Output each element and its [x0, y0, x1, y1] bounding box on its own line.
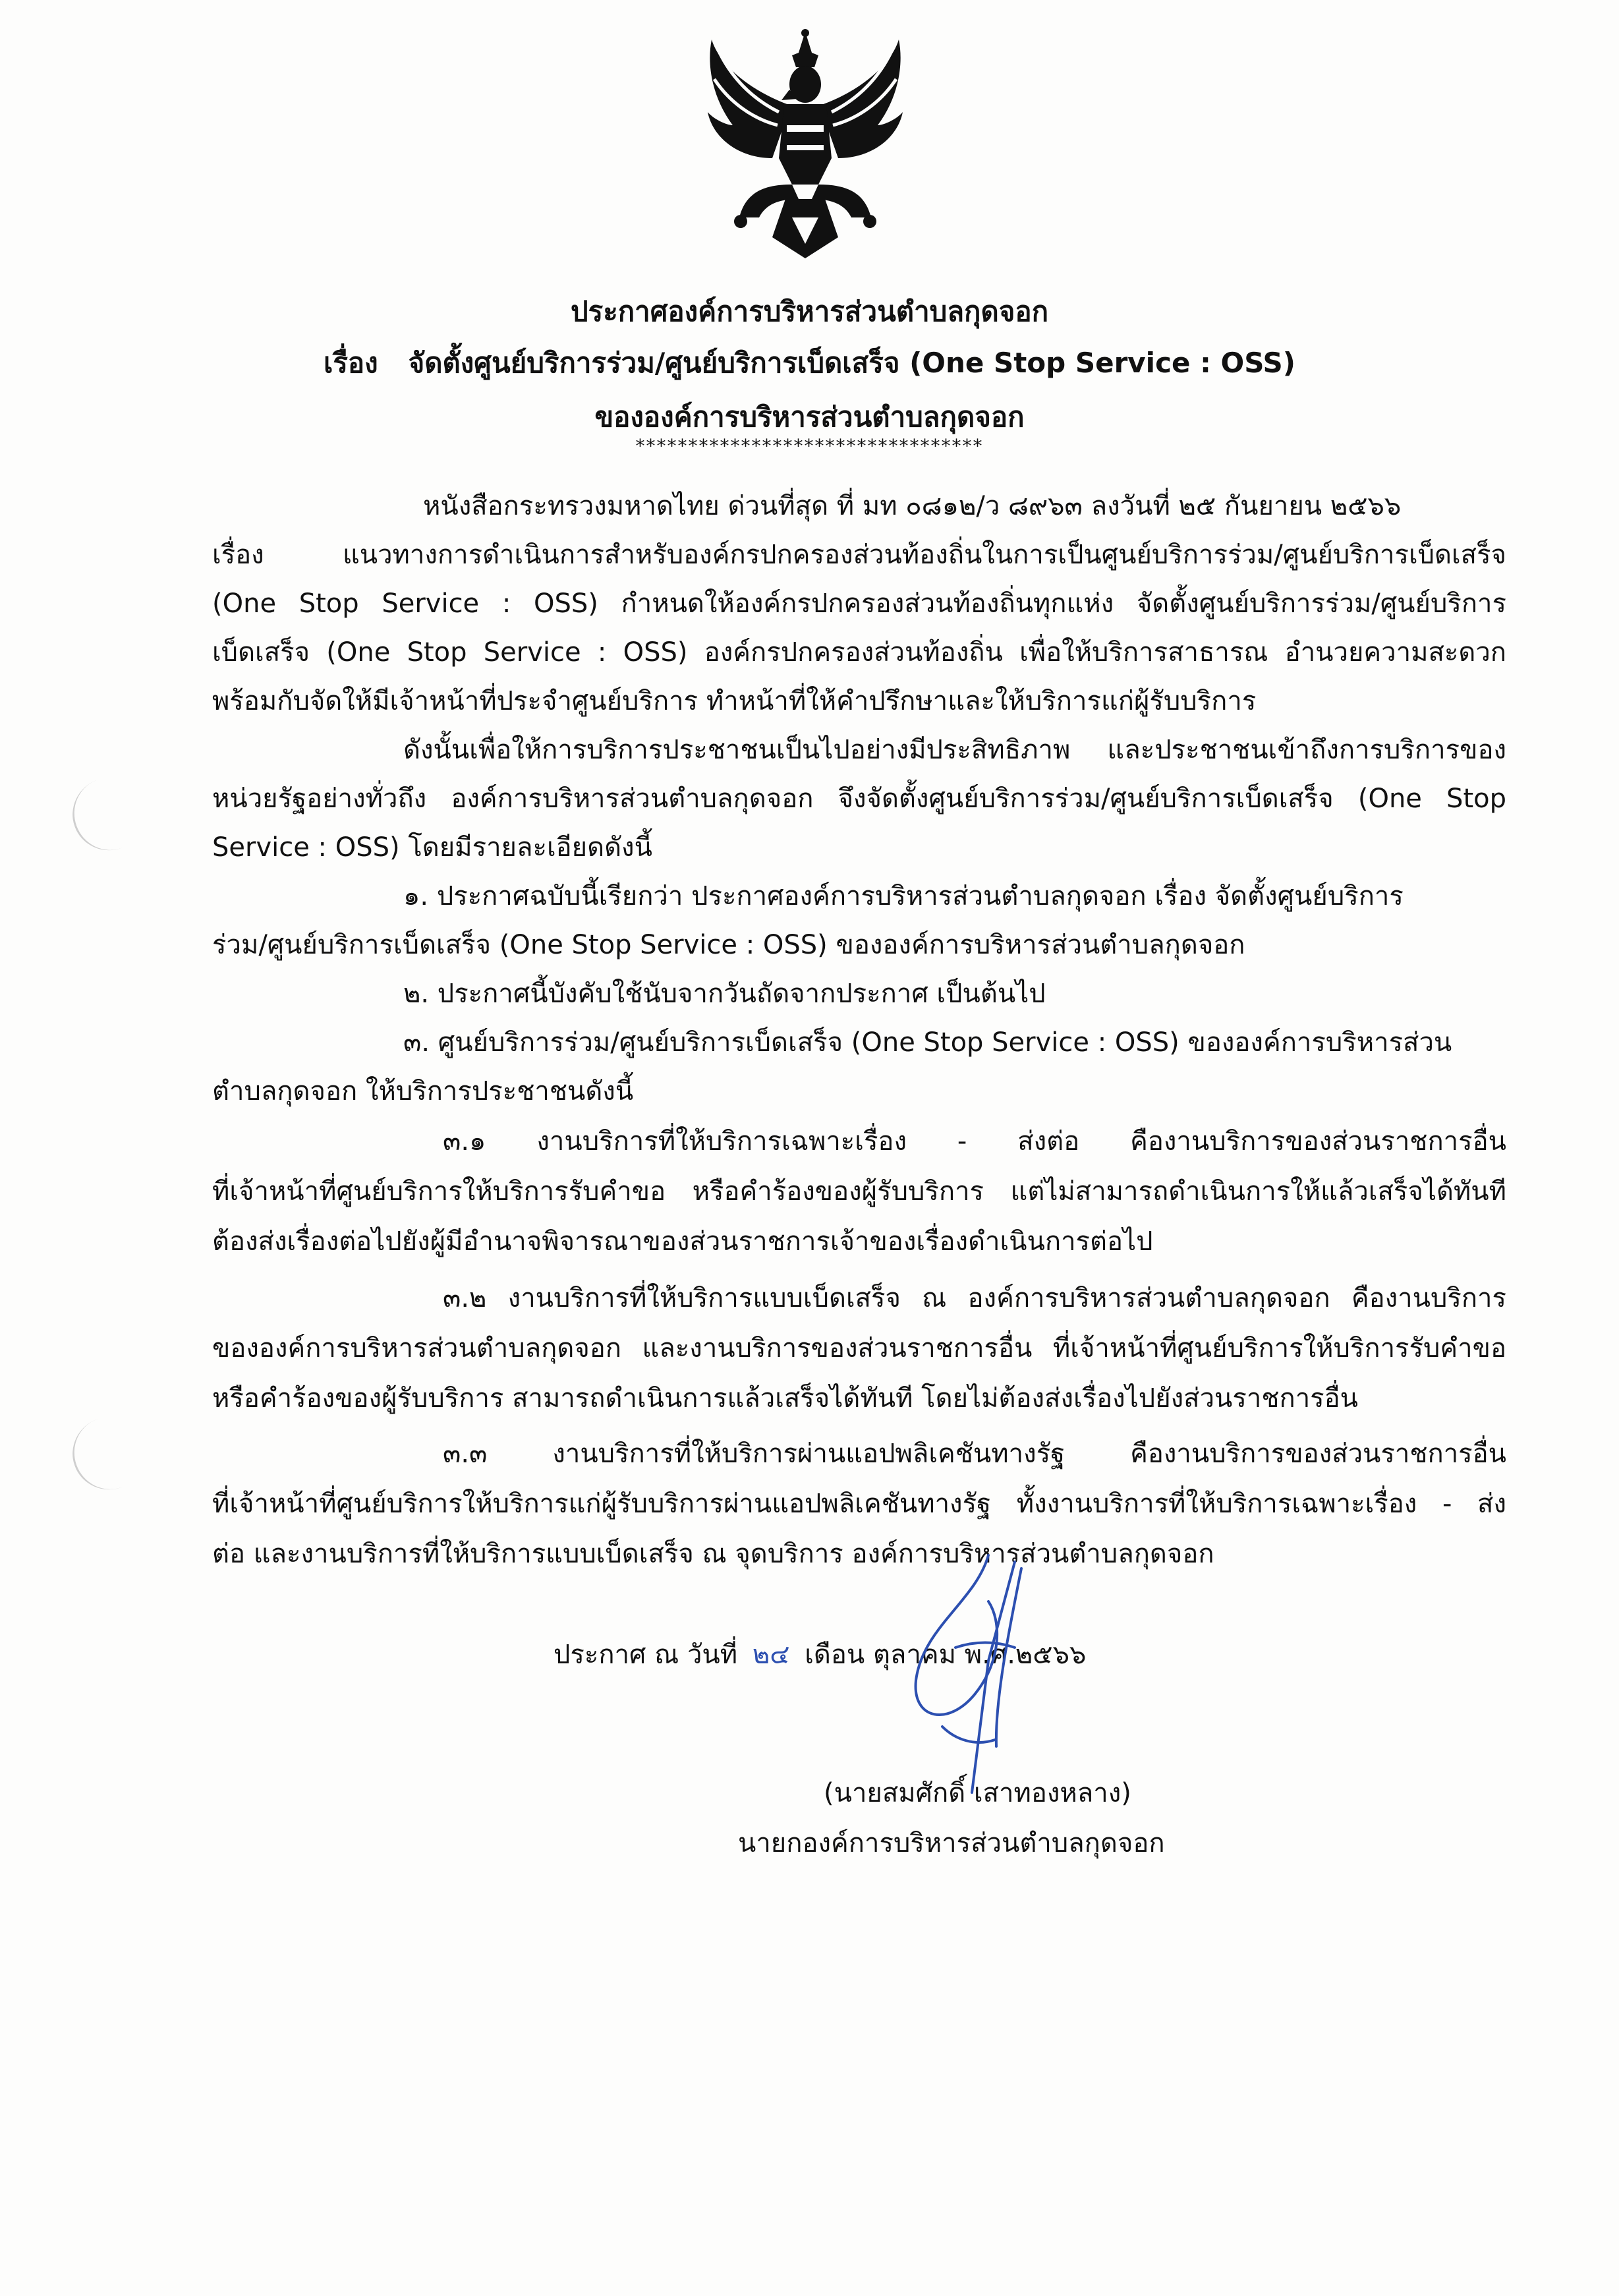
item-3-1-line: ที่เจ้าหน้าที่ศูนย์บริการให้บริการรับคำขอ หรือคำร้องของผู้รับบริการ แต่ไม่สามารถดำเนินการให้แล้วเสร็จได้ทันที [212, 1176, 1506, 1207]
item-3-2-line: ๓.๒ งานบริการที่ให้บริการแบบเบ็ดเสร็จ ณ องค์การบริหารส่วนตำบลกุดจอก คืองานบริการ [443, 1283, 1506, 1313]
subject-label: เรื่อง [323, 347, 378, 379]
item-2-line: ๒. ประกาศนี้บังคับใช้นับจากวันถัดจากประกาศ เป็นต้นไป [403, 979, 1046, 1009]
punch-hole-mark [63, 767, 157, 861]
paragraph-line: เรื่อง แนวทางการดำเนินการสำหรับองค์กรปกครองส่วนท้องถิ่นในการเป็นศูนย์บริการร่วม/ศูนย์บริการเบ็ดเสร็จ [212, 540, 1506, 570]
paragraph-line: หน่วยรัฐอย่างทั่วถึง องค์การบริหารส่วนตำบลกุดจอก จึงจัดตั้งศูนย์บริการร่วม/ศูนย์บริการเบ็ดเสร็จ (One Stop [212, 784, 1506, 814]
signer-name: (นายสมศักดิ์ เสาทองหลาง) [824, 1778, 1131, 1808]
signer-title: นายกองค์การบริหารส่วนตำบลกุดจอก [738, 1828, 1165, 1858]
paragraph-line: ดังนั้นเพื่อให้การบริการประชาชนเป็นไปอย่างมีประสิทธิภาพ และประชาชนเข้าถึงการบริการของ [403, 735, 1506, 765]
item-3-line: ๓. ศูนย์บริการร่วม/ศูนย์บริการเบ็ดเสร็จ (One Stop Service : OSS) ขององค์การบริหารส่วน [403, 1027, 1452, 1058]
item-1-line: ๑. ประกาศฉบับนี้เรียกว่า ประกาศองค์การบริหารส่วนตำบลกุดจอก เรื่อง จัดตั้งศูนย์บริการ [403, 881, 1404, 911]
separator: ********************************* [635, 435, 984, 457]
item-3-1-line: ต้องส่งเรื่องต่อไปยังผู้มีอำนาจพิจารณาของส่วนราชการเจ้าของเรื่องดำเนินการต่อไป [212, 1226, 1153, 1257]
paragraph-line: (One Stop Service : OSS) กำหนดให้องค์กรปกครองส่วนท้องถิ่นทุกแห่ง จัดตั้งศูนย์บริการร่วม/ศูนย์บริการ [212, 588, 1506, 619]
paragraph-line: เบ็ดเสร็จ (One Stop Service : OSS) องค์กรปกครองส่วนท้องถิ่น เพื่อให้บริการสาธารณ อำนวยความสะดวก [212, 637, 1506, 668]
item-3-3-line: ที่เจ้าหน้าที่ศูนย์บริการให้บริการแก่ผู้รับบริการผ่านแอปพลิเคชันทางรัฐ ทั้งงานบริการที่ให้บริการเฉพาะเรื่อง - ส่ง [212, 1489, 1506, 1519]
item-3-line: ตำบลกุดจอก ให้บริการประชาชนดังนี้ [212, 1076, 634, 1106]
subject-line-2: ขององค์การบริหารส่วนตำบลกุดจอก [594, 401, 1025, 433]
date-prefix: ประกาศ ณ วันที่ [554, 1640, 738, 1670]
punch-hole-mark [63, 1406, 157, 1500]
item-3-1-line: ๓.๑ งานบริการที่ให้บริการเฉพาะเรื่อง - ส่งต่อ คืองานบริการของส่วนราชการอื่น [443, 1126, 1506, 1157]
paragraph-line: พร้อมกับจัดให้มีเจ้าหน้าที่ประจำศูนย์บริการ ทำหน้าที่ให้คำปรึกษาและให้บริการแก่ผู้รับบริการ [212, 686, 1257, 716]
date-day: ๒๔ [752, 1640, 790, 1670]
paragraph-line: Service : OSS) โดยมีรายละเอียดดังนี้ [212, 832, 652, 863]
subject-line [0, 341, 1619, 385]
announcement-title: ประกาศองค์การบริหารส่วนตำบลกุดจอก [570, 295, 1049, 328]
item-1-line: ร่วม/ศูนย์บริการเบ็ดเสร็จ (One Stop Service : OSS) ขององค์การบริหารส่วนตำบลกุดจอก [212, 930, 1245, 960]
item-3-2-line: ขององค์การบริหารส่วนตำบลกุดจอก และงานบริการของส่วนราชการอื่น ที่เจ้าหน้าที่ศูนย์บริการให้บริการรับคำขอ [212, 1333, 1506, 1363]
item-3-3-line: ๓.๓ งานบริการที่ให้บริการผ่านแอปพลิเคชันทางรัฐ คืองานบริการของส่วนราชการอื่น [443, 1439, 1506, 1469]
item-3-2-line: หรือคำร้องของผู้รับบริการ สามารถดำเนินการแล้วเสร็จได้ทันที โดยไม่ต้องส่งเรื่องไปยังส่วนราชการอื่น [212, 1383, 1359, 1414]
date-month-year: เดือน ตุลาคม พ.ศ.๒๕๖๖ [805, 1640, 1087, 1670]
item-3-3-line: ต่อ และงานบริการที่ให้บริการแบบเบ็ดเสร็จ ณ จุดบริการ องค์การบริหารส่วนตำบลกุดจอก [212, 1539, 1214, 1569]
garuda-emblem-icon [700, 26, 911, 264]
paragraph-line: หนังสือกระทรวงมหาดไทย ด่วนที่สุด ที่ มท ๐๘๑๒/ว ๘๙๖๓ ลงวันที่ ๒๕ กันยายน ๒๕๖๖ [423, 491, 1402, 521]
subject-text: จัดตั้งศูนย์บริการร่วม/ศูนย์บริการเบ็ดเสร็จ (One Stop Service : OSS) [408, 347, 1296, 379]
